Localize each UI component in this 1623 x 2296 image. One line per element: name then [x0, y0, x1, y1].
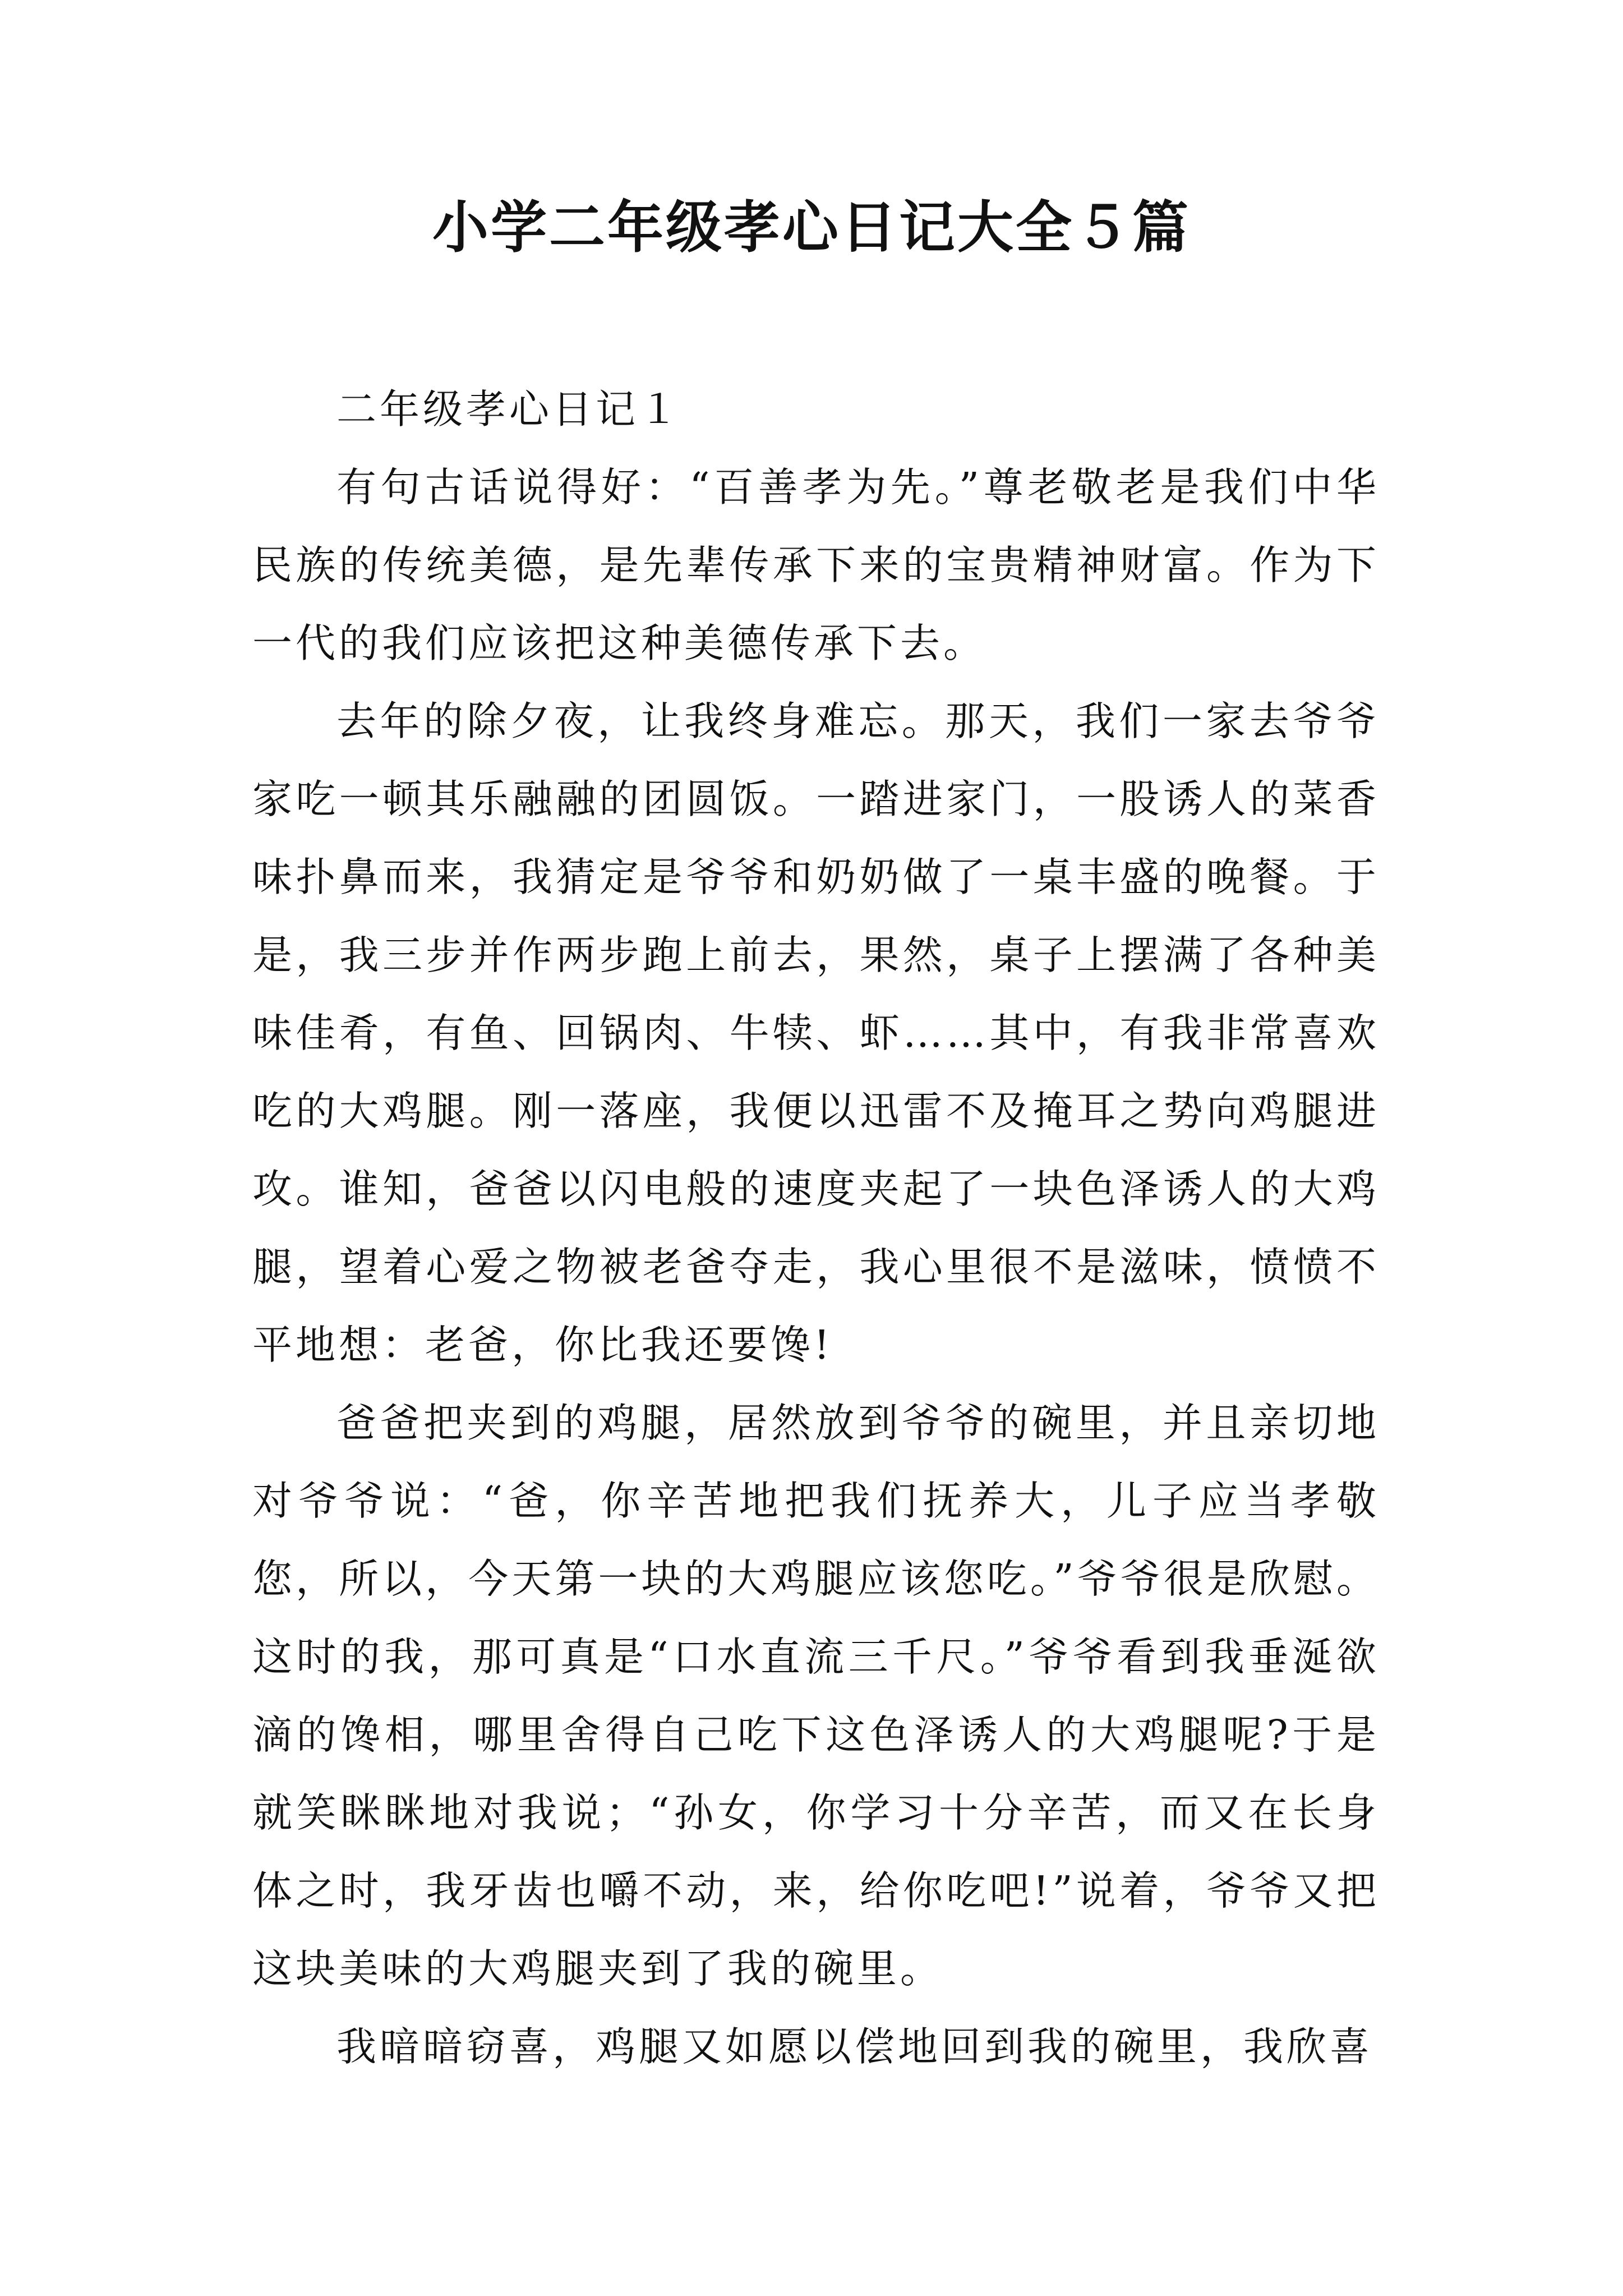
paragraph: 爸爸把夹到的鸡腿，居然放到爷爷的碗里，并且亲切地对爷爷说：“爸，你辛苦地把我们抚养大，儿子应当孝敬您，所以，今天第一块的大鸡腿应该您吃。”爷爷很是欣慰。这时的我，那可真是“口水直流三千尺。”爷爷看到我垂涎欲滴的馋相，哪里舍得自己吃下这色泽诱人的大鸡腿呢?于是就笑眯眯地对我说；“孙女，你学习十分辛苦，而又在长身体之时，我牙齿也嚼不动，来，给你吃吧!”说着，爷爷又把这块美味的大鸡腿夹到了我的碗里。 — [252, 1400, 1380, 1992]
document-title: 小学二年级孝心日记大全５篇 — [432, 194, 1191, 260]
paragraph: 我暗暗窃喜，鸡腿又如愿以偿地回到我的碗里，我欣喜 — [336, 2023, 1373, 2070]
paragraph: 去年的除夕夜，让我终身难忘。那天，我们一家去爷爷家吃一顿其乐融融的团圆饭。一踏进家门，一股诱人的菜香味扑鼻而来，我猜定是爷爷和奶奶做了一桌丰盛的晚餐。于是，我三步并作两步跑上前去，果然，桌子上摆满了各种美味佳肴，有鱼、回锅肉、牛犊、虾……其中，有我非常喜欢吃的大鸡腿。刚一落座，我便以迅雷不及掩耳之势向鸡腿进攻。谁知，爸爸以闪电般的速度夹起了一块色泽诱人的大鸡腿，望着心爱之物被老爸夺走，我心里很不是滋味，愤愤不平地想：老爸，你比我还要馋! — [252, 698, 1380, 1368]
document-body — [252, 370, 1380, 2086]
section-heading: 二年级孝心日记１ — [336, 386, 683, 432]
paragraph: 有句古话说得好：“百善孝为先。”尊老敬老是我们中华民族的传统美德，是先辈传承下来的宝贵精神财富。作为下一代的我们应该把这种美德传承下去。 — [252, 464, 1380, 666]
